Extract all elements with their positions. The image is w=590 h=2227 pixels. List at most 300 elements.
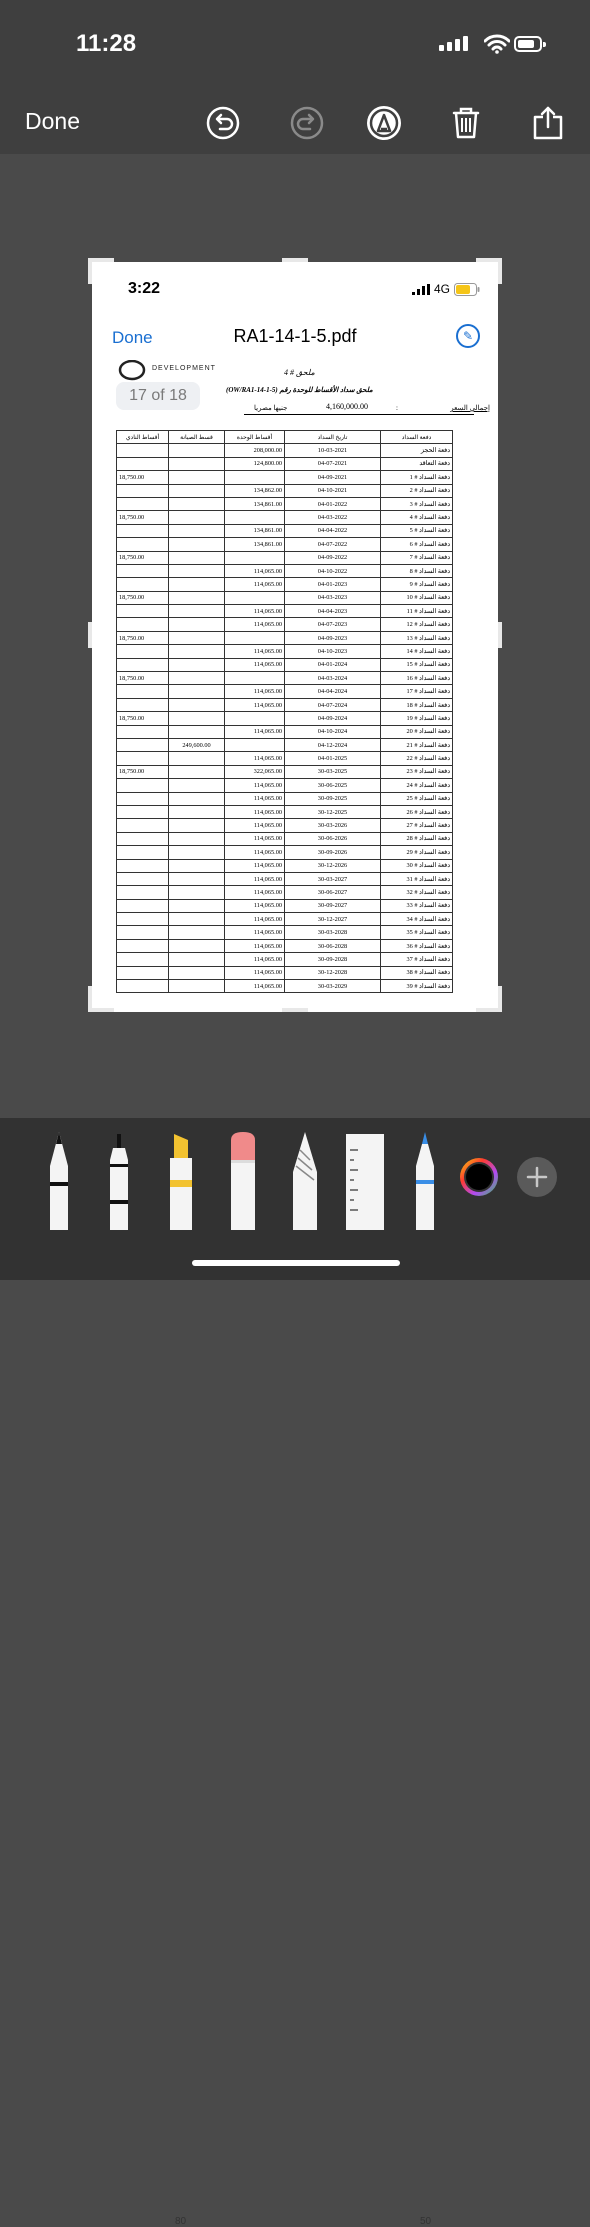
cell-unit: 114,065.00 xyxy=(225,618,285,631)
crop-handle-top[interactable] xyxy=(282,258,308,262)
cell-maintenance xyxy=(169,779,225,792)
cell-maintenance xyxy=(169,859,225,872)
cell-unit xyxy=(225,471,285,484)
cell-maintenance xyxy=(169,658,225,671)
color-picker-icon[interactable] xyxy=(458,1156,500,1198)
table-row xyxy=(117,471,453,484)
cell-date: 30-03-2029 xyxy=(285,980,381,993)
cell-installment: دفعة التعاقد xyxy=(381,457,453,470)
cell-unit: 134,861.00 xyxy=(225,538,285,551)
cell-installment: دفعة السداد # 34 xyxy=(381,913,453,926)
cell-date: 04-04-2022 xyxy=(285,524,381,537)
cell-maintenance xyxy=(169,939,225,952)
share-icon[interactable] xyxy=(530,105,566,141)
cell-club xyxy=(117,725,169,738)
cell-installment: دفعة السداد # 29 xyxy=(381,846,453,859)
cell-maintenance xyxy=(169,564,225,577)
fineliner-tool[interactable] xyxy=(104,1130,134,1230)
cell-unit: 114,065.00 xyxy=(225,859,285,872)
crop-handle-tr-v[interactable] xyxy=(498,258,502,284)
cell-maintenance xyxy=(169,805,225,818)
cell-unit: 114,065.00 xyxy=(225,966,285,979)
cell-club xyxy=(117,658,169,671)
cell-unit: 114,065.00 xyxy=(225,872,285,885)
crop-handle-left[interactable] xyxy=(88,622,92,648)
battery-tip xyxy=(543,42,546,47)
cell-date: 04-09-2023 xyxy=(285,631,381,644)
cell-date: 04-01-2024 xyxy=(285,658,381,671)
cell-installment: دفعة السداد # 4 xyxy=(381,511,453,524)
cell-installment: دفعة السداد # 28 xyxy=(381,832,453,845)
cell-maintenance xyxy=(169,538,225,551)
cell-installment: دفعة السداد # 1 xyxy=(381,471,453,484)
cell-club xyxy=(117,819,169,832)
cell-installment: دفعة السداد # 15 xyxy=(381,658,453,671)
payment-schedule-table xyxy=(116,430,453,993)
cell-unit xyxy=(225,672,285,685)
table-body xyxy=(117,444,453,993)
eraser-tool[interactable] xyxy=(228,1130,258,1230)
cell-unit xyxy=(225,591,285,604)
cell-date: 30-09-2026 xyxy=(285,846,381,859)
table-row xyxy=(117,805,453,818)
cell-unit: 114,065.00 xyxy=(225,564,285,577)
cell-date: 04-03-2023 xyxy=(285,591,381,604)
cell-installment: دفعة السداد # 5 xyxy=(381,524,453,537)
cell-date: 30-06-2025 xyxy=(285,779,381,792)
col-header-club: أقساط النادي xyxy=(117,431,169,444)
cell-unit: 114,065.00 xyxy=(225,805,285,818)
cell-installment: دفعة السداد # 14 xyxy=(381,645,453,658)
cell-club: 18,750.00 xyxy=(117,591,169,604)
col-header-unit: أقساط الوحدة xyxy=(225,431,285,444)
cell-maintenance xyxy=(169,752,225,765)
table-row xyxy=(117,725,453,738)
cell-installment: دفعة السداد # 3 xyxy=(381,497,453,510)
cell-club xyxy=(117,578,169,591)
cell-club xyxy=(117,832,169,845)
price-label: إجمالي السعر xyxy=(450,404,490,412)
table-row xyxy=(117,939,453,952)
cell-date: 30-06-2028 xyxy=(285,939,381,952)
cell-date: 04-07-2021 xyxy=(285,457,381,470)
cell-unit: 134,861.00 xyxy=(225,497,285,510)
table-row xyxy=(117,872,453,885)
cell-unit: 134,861.00 xyxy=(225,524,285,537)
crop-handle-br-v[interactable] xyxy=(498,986,502,1012)
cell-club xyxy=(117,685,169,698)
cell-unit: 114,065.00 xyxy=(225,832,285,845)
cell-maintenance xyxy=(169,846,225,859)
table-row xyxy=(117,738,453,751)
crop-handle-tl-v[interactable] xyxy=(88,258,92,284)
cell-maintenance xyxy=(169,457,225,470)
table-row xyxy=(117,792,453,805)
cell-installment: دفعة السداد # 9 xyxy=(381,578,453,591)
table-row xyxy=(117,685,453,698)
tool-palette xyxy=(0,1118,590,2227)
cell-unit: 134,862.00 xyxy=(225,484,285,497)
cell-club: 18,750.00 xyxy=(117,471,169,484)
table-row xyxy=(117,672,453,685)
cell-unit: 114,065.00 xyxy=(225,605,285,618)
cell-unit: 114,065.00 xyxy=(225,846,285,859)
col-header-installment: دفعة السداد xyxy=(381,431,453,444)
table-row xyxy=(117,698,453,711)
cell-installment: دفعة السداد # 21 xyxy=(381,738,453,751)
cell-installment: دفعة السداد # 37 xyxy=(381,953,453,966)
pdf-page xyxy=(114,358,498,1012)
cell-date: 04-09-2024 xyxy=(285,712,381,725)
cell-unit: 114,065.00 xyxy=(225,752,285,765)
embedded-network-label: 4G xyxy=(433,282,450,296)
table-row xyxy=(117,658,453,671)
cell-date: 30-06-2027 xyxy=(285,886,381,899)
table-row xyxy=(117,444,453,457)
cell-installment: دفعة السداد # 31 xyxy=(381,872,453,885)
svg-text:DEVELOPMENT: DEVELOPMENT xyxy=(152,365,216,372)
cell-installment: دفعة السداد # 24 xyxy=(381,779,453,792)
cell-maintenance xyxy=(169,712,225,725)
cell-unit: 114,065.00 xyxy=(225,939,285,952)
cell-club xyxy=(117,792,169,805)
table-row xyxy=(117,511,453,524)
table-row xyxy=(117,819,453,832)
table-header-row xyxy=(117,431,453,444)
redo-icon[interactable] xyxy=(289,105,325,141)
table-row xyxy=(117,524,453,537)
highlighter-tool[interactable] xyxy=(166,1130,196,1230)
cell-club xyxy=(117,913,169,926)
cell-date: 04-10-2022 xyxy=(285,564,381,577)
cell-unit: 114,065.00 xyxy=(225,886,285,899)
cell-maintenance xyxy=(169,926,225,939)
cell-installment: دفعة السداد # 11 xyxy=(381,605,453,618)
cell-maintenance xyxy=(169,913,225,926)
cell-date: 04-09-2021 xyxy=(285,471,381,484)
cell-club xyxy=(117,698,169,711)
done-button[interactable]: Done xyxy=(25,108,80,134)
table-row xyxy=(117,752,453,765)
cell-unit: 322,065.00 xyxy=(225,765,285,778)
cell-maintenance xyxy=(169,511,225,524)
cell-club: 18,750.00 xyxy=(117,712,169,725)
markup-toolbar xyxy=(0,90,590,154)
cell-club xyxy=(117,484,169,497)
cell-maintenance xyxy=(169,605,225,618)
cell-installment: دفعة السداد # 8 xyxy=(381,564,453,577)
cell-maintenance xyxy=(169,980,225,993)
cell-club xyxy=(117,645,169,658)
lasso-tool[interactable] xyxy=(290,1130,320,1230)
cell-unit xyxy=(225,631,285,644)
cell-unit: 208,000.00 xyxy=(225,444,285,457)
cell-club xyxy=(117,538,169,551)
trash-icon[interactable] xyxy=(448,105,484,141)
cell-date: 04-09-2022 xyxy=(285,551,381,564)
embedded-signal-icon xyxy=(412,284,430,295)
cell-date: 30-12-2026 xyxy=(285,859,381,872)
cell-club xyxy=(117,805,169,818)
cell-date: 30-03-2028 xyxy=(285,926,381,939)
cell-club: 18,750.00 xyxy=(117,672,169,685)
cell-installment: دفعة السداد # 22 xyxy=(381,752,453,765)
cell-installment: دفعة السداد # 30 xyxy=(381,859,453,872)
pen-opacity: 50 xyxy=(420,2216,432,2227)
cell-maintenance xyxy=(169,899,225,912)
cell-maintenance xyxy=(169,725,225,738)
col-header-date: تاريخ السداد xyxy=(285,431,381,444)
cell-maintenance xyxy=(169,645,225,658)
cell-maintenance xyxy=(169,953,225,966)
cell-maintenance xyxy=(169,524,225,537)
cell-unit: 124,800.00 xyxy=(225,457,285,470)
table-row xyxy=(117,980,453,993)
cell-club xyxy=(117,497,169,510)
cell-installment: دفعة السداد # 19 xyxy=(381,712,453,725)
cell-date: 30-03-2027 xyxy=(285,872,381,885)
cell-maintenance xyxy=(169,872,225,885)
cell-date: 30-06-2026 xyxy=(285,832,381,845)
cell-unit xyxy=(225,738,285,751)
cell-installment: دفعة السداد # 20 xyxy=(381,725,453,738)
cell-unit: 114,065.00 xyxy=(225,578,285,591)
cell-club xyxy=(117,966,169,979)
cell-unit: 114,065.00 xyxy=(225,698,285,711)
cell-unit: 114,065.00 xyxy=(225,685,285,698)
cell-unit xyxy=(225,712,285,725)
cell-installment: دفعة السداد # 17 xyxy=(381,685,453,698)
cell-maintenance xyxy=(169,618,225,631)
cell-club xyxy=(117,605,169,618)
cell-date: 04-10-2021 xyxy=(285,484,381,497)
table-row xyxy=(117,484,453,497)
table-row xyxy=(117,953,453,966)
cell-installment: دفعة السداد # 2 xyxy=(381,484,453,497)
cell-installment: دفعة السداد # 7 xyxy=(381,551,453,564)
cell-installment: دفعة السداد # 32 xyxy=(381,886,453,899)
table-row xyxy=(117,765,453,778)
cell-unit xyxy=(225,551,285,564)
cell-unit: 114,065.00 xyxy=(225,725,285,738)
cell-maintenance xyxy=(169,551,225,564)
cell-club xyxy=(117,457,169,470)
embedded-done-button: Done xyxy=(112,328,153,347)
cell-maintenance xyxy=(169,792,225,805)
company-logo xyxy=(118,360,228,382)
cell-club xyxy=(117,886,169,899)
table-row xyxy=(117,966,453,979)
cell-maintenance xyxy=(169,832,225,845)
cell-date: 04-12-2024 xyxy=(285,738,381,751)
cell-unit: 114,065.00 xyxy=(225,899,285,912)
cell-maintenance xyxy=(169,497,225,510)
table-row xyxy=(117,605,453,618)
cell-maintenance xyxy=(169,631,225,644)
embedded-time: 3:22 xyxy=(128,280,161,297)
price-colon: : xyxy=(396,404,398,412)
cell-installment: دفعة السداد # 13 xyxy=(381,631,453,644)
cell-unit: 114,065.00 xyxy=(225,779,285,792)
cell-installment: دفعة السداد # 16 xyxy=(381,672,453,685)
cell-installment: دفعة السداد # 6 xyxy=(381,538,453,551)
cell-unit: 114,065.00 xyxy=(225,980,285,993)
marker-pen-tool[interactable] xyxy=(410,1130,440,1230)
embedded-file-title: RA1-14-1-5.pdf xyxy=(233,326,357,346)
pen-tool[interactable] xyxy=(44,1130,74,1230)
table-row xyxy=(117,645,453,658)
cell-date: 04-07-2024 xyxy=(285,698,381,711)
col-header-maintenance: قسط الصيانة xyxy=(169,431,225,444)
table-row xyxy=(117,538,453,551)
cell-date: 04-01-2022 xyxy=(285,497,381,510)
table-row xyxy=(117,846,453,859)
table-row xyxy=(117,497,453,510)
cell-club xyxy=(117,779,169,792)
table-row xyxy=(117,591,453,604)
table-row xyxy=(117,886,453,899)
cell-club xyxy=(117,752,169,765)
cell-date: 04-03-2022 xyxy=(285,511,381,524)
cell-date: 04-10-2023 xyxy=(285,645,381,658)
cell-club xyxy=(117,738,169,751)
cell-unit: 114,065.00 xyxy=(225,645,285,658)
cellular-signal-icon xyxy=(439,36,468,51)
cell-installment: دفعة السداد # 12 xyxy=(381,618,453,631)
markup-pen-icon[interactable] xyxy=(366,105,402,141)
cell-installment: دفعة الحجز xyxy=(381,444,453,457)
table-row xyxy=(117,779,453,792)
cell-unit: 114,065.00 xyxy=(225,819,285,832)
cell-maintenance xyxy=(169,765,225,778)
embedded-nav-bar xyxy=(92,314,498,360)
doc-subtitle: ملحق سداد الأقساط للوحدة رقم (OW/RA1-14-1-5) xyxy=(226,386,373,394)
table-row xyxy=(117,564,453,577)
home-indicator[interactable] xyxy=(192,1260,400,1266)
cell-date: 30-12-2025 xyxy=(285,805,381,818)
cell-maintenance xyxy=(169,471,225,484)
crop-handle-bottom[interactable] xyxy=(282,1008,308,1012)
cell-maintenance xyxy=(169,591,225,604)
cell-installment: دفعة السداد # 26 xyxy=(381,805,453,818)
cell-unit: 114,065.00 xyxy=(225,792,285,805)
cell-date: 30-09-2027 xyxy=(285,899,381,912)
highlighter-opacity: 80 xyxy=(175,2216,187,2227)
cell-club xyxy=(117,926,169,939)
cell-maintenance xyxy=(169,444,225,457)
cell-maintenance xyxy=(169,698,225,711)
table-row xyxy=(117,926,453,939)
crop-handle-bl-v[interactable] xyxy=(88,986,92,1012)
cell-date: 04-07-2022 xyxy=(285,538,381,551)
cell-club xyxy=(117,524,169,537)
cell-club xyxy=(117,444,169,457)
embedded-status-bar xyxy=(92,262,498,314)
cell-installment: دفعة السداد # 10 xyxy=(381,591,453,604)
price-underline xyxy=(244,414,474,415)
table-row xyxy=(117,913,453,926)
battery-icon xyxy=(514,36,542,52)
cell-club xyxy=(117,899,169,912)
cell-maintenance xyxy=(169,886,225,899)
cell-installment: دفعة السداد # 23 xyxy=(381,765,453,778)
cell-unit: 114,065.00 xyxy=(225,658,285,671)
cell-unit: 114,065.00 xyxy=(225,953,285,966)
table-row xyxy=(117,712,453,725)
cell-installment: دفعة السداد # 38 xyxy=(381,966,453,979)
table-row xyxy=(117,551,453,564)
ruler-tool[interactable] xyxy=(344,1130,386,1230)
cell-maintenance xyxy=(169,685,225,698)
price-value: 4,160,000.00 xyxy=(326,402,368,411)
cell-installment: دفعة السداد # 18 xyxy=(381,698,453,711)
table-row xyxy=(117,578,453,591)
table-row xyxy=(117,832,453,845)
screenshot-preview xyxy=(92,262,498,1012)
cell-date: 04-03-2024 xyxy=(285,672,381,685)
cell-date: 30-03-2025 xyxy=(285,765,381,778)
undo-icon[interactable] xyxy=(205,105,241,141)
cell-installment: دفعة السداد # 39 xyxy=(381,980,453,993)
cell-date: 04-04-2023 xyxy=(285,605,381,618)
cell-date: 30-09-2025 xyxy=(285,792,381,805)
crop-handle-right[interactable] xyxy=(498,622,502,648)
cell-club xyxy=(117,846,169,859)
annex-title: ملحق # 4 xyxy=(284,368,315,377)
cell-date: 04-07-2023 xyxy=(285,618,381,631)
cell-date: 30-12-2028 xyxy=(285,966,381,979)
cell-date: 04-10-2024 xyxy=(285,725,381,738)
cell-club: 18,750.00 xyxy=(117,511,169,524)
cell-installment: دفعة السداد # 25 xyxy=(381,792,453,805)
cell-club xyxy=(117,564,169,577)
cell-unit xyxy=(225,511,285,524)
cell-maintenance xyxy=(169,578,225,591)
table-row xyxy=(117,457,453,470)
cell-unit: 114,065.00 xyxy=(225,913,285,926)
embedded-markup-icon: ✎ xyxy=(456,324,480,348)
cell-date: 10-03-2021 xyxy=(285,444,381,457)
price-currency: جنيها مصريا xyxy=(254,404,288,412)
table-row xyxy=(117,631,453,644)
page-indicator: 17 of 18 xyxy=(116,382,200,410)
status-time: 11:28 xyxy=(76,30,137,57)
cell-date: 04-04-2024 xyxy=(285,685,381,698)
table-row xyxy=(117,899,453,912)
cell-installment: دفعة السداد # 35 xyxy=(381,926,453,939)
cell-club: 18,750.00 xyxy=(117,551,169,564)
cell-club xyxy=(117,859,169,872)
cell-club xyxy=(117,872,169,885)
cell-club xyxy=(117,939,169,952)
cell-unit: 114,065.00 xyxy=(225,926,285,939)
table-row xyxy=(117,859,453,872)
cell-club xyxy=(117,980,169,993)
cell-date: 30-09-2028 xyxy=(285,953,381,966)
embedded-network xyxy=(412,282,480,296)
add-tool-icon[interactable] xyxy=(516,1156,558,1198)
table-row xyxy=(117,618,453,631)
cell-club: 18,750.00 xyxy=(117,631,169,644)
status-bar xyxy=(0,0,590,90)
cell-date: 30-12-2027 xyxy=(285,913,381,926)
cell-maintenance xyxy=(169,966,225,979)
cell-date: 30-03-2026 xyxy=(285,819,381,832)
cell-maintenance xyxy=(169,672,225,685)
cell-installment: دفعة السداد # 33 xyxy=(381,899,453,912)
cell-installment: دفعة السداد # 27 xyxy=(381,819,453,832)
cell-maintenance: 249,600.00 xyxy=(169,738,225,751)
